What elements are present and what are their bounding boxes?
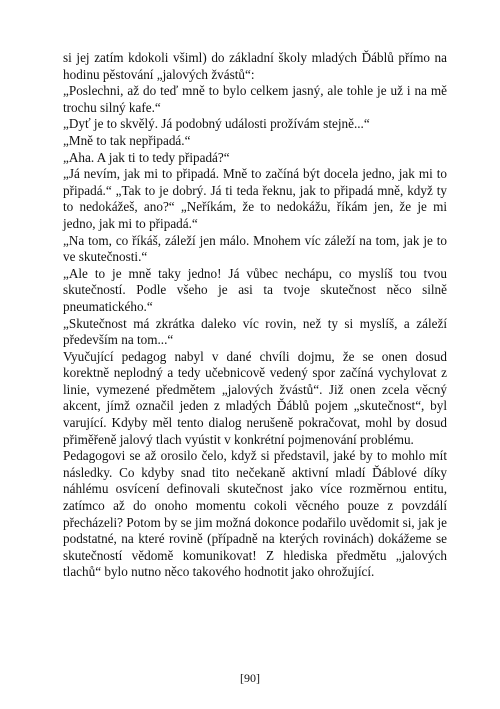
paragraph-2: „Poslechni, až do teď mně to bylo celkem jasný, ale tohle je už i na mě trochu silný kafe.“ (63, 83, 447, 115)
paragraph-9: „Skutečnost má zkrátka daleko víc rovin, než ty si myslíš, a záleží především na tom...“ (63, 315, 447, 348)
paragraph-4: „Mně to tak nepřipadá.“ (63, 132, 191, 148)
paragraph-1: si jej zatím kdokoli všiml) do základní školy mladých Ďáblů přímo na hodinu pěstování „jalových žvástů“: (63, 50, 447, 82)
paragraph-8: „Ale to je mně taky jedno! Já vůbec nechápu, co myslíš tou tvou skutečností. Podle všeho je asi ta tvoje skutečnost něco silně pneumatického.“ (63, 265, 447, 314)
paragraph-7: „Na tom, co říkáš, záleží jen málo. Mnohem víc záleží na tom, jak je to ve skutečnosti.“ (63, 232, 447, 265)
paragraph-11: Pedagogovi se až orosilo čelo, když si představil, jaké by to mohlo mít následky. Co kdyby snad tito nečekaně aktivní mladí Ďáblové díky náhlému osvícení definovali skutečnost jako více rozměrnou entitu, zatímco až do onoho momentu cokoli věcného pouze z povzdálí přecházeli? Potom by se jim možná dokonce podařilo uvědomit si, jak je podstatné, na které rovině (případně na kterých rovinách) dokážeme se skutečností vědomě komunikovat! Z hlediska předmětu „jalových tlachů“ bylo nutno něco takového hodnotit jako ohrožující. (63, 448, 447, 580)
paragraph-10: Vyučující pedagog nabyl v dané chvíli dojmu, že se onen dosud korektně neplodný a tedy učebnicově vedený spor začíná vychylovat z linie, vymezené předmětem „jalových žvástů“. Již onen zcela věcný akcent, jímž označil jeden z mladých Ďáblů pojem „skutečnost“, byl varující. Kdyby měl tento dialog nerušeně pokračovat, mohl by dosud přiměřeně jalový tlach vyústit v konkrétní pojmenování problému. (63, 348, 447, 447)
paragraph-6: „Já nevím, jak mi to připadá. Mně to začíná být docela jedno, jak mi to připadá.“ „Tak to je dobrý. Já ti teda řeknu, jak to připadá mně, když ty to nedokážeš, ano?“ „Neříkám, že to nedokážu, říkám jen, že je mi jedno, jak mi to připadá.“ (63, 166, 447, 231)
page-number: [90] (240, 671, 260, 685)
paragraph-5: „Aha. A jak ti to tedy připadá?“ (63, 149, 230, 165)
page-body (63, 50, 447, 581)
paragraph-3: „Dyť je to skvělý. Já podobný události prožívám stejně...“ (63, 116, 370, 132)
